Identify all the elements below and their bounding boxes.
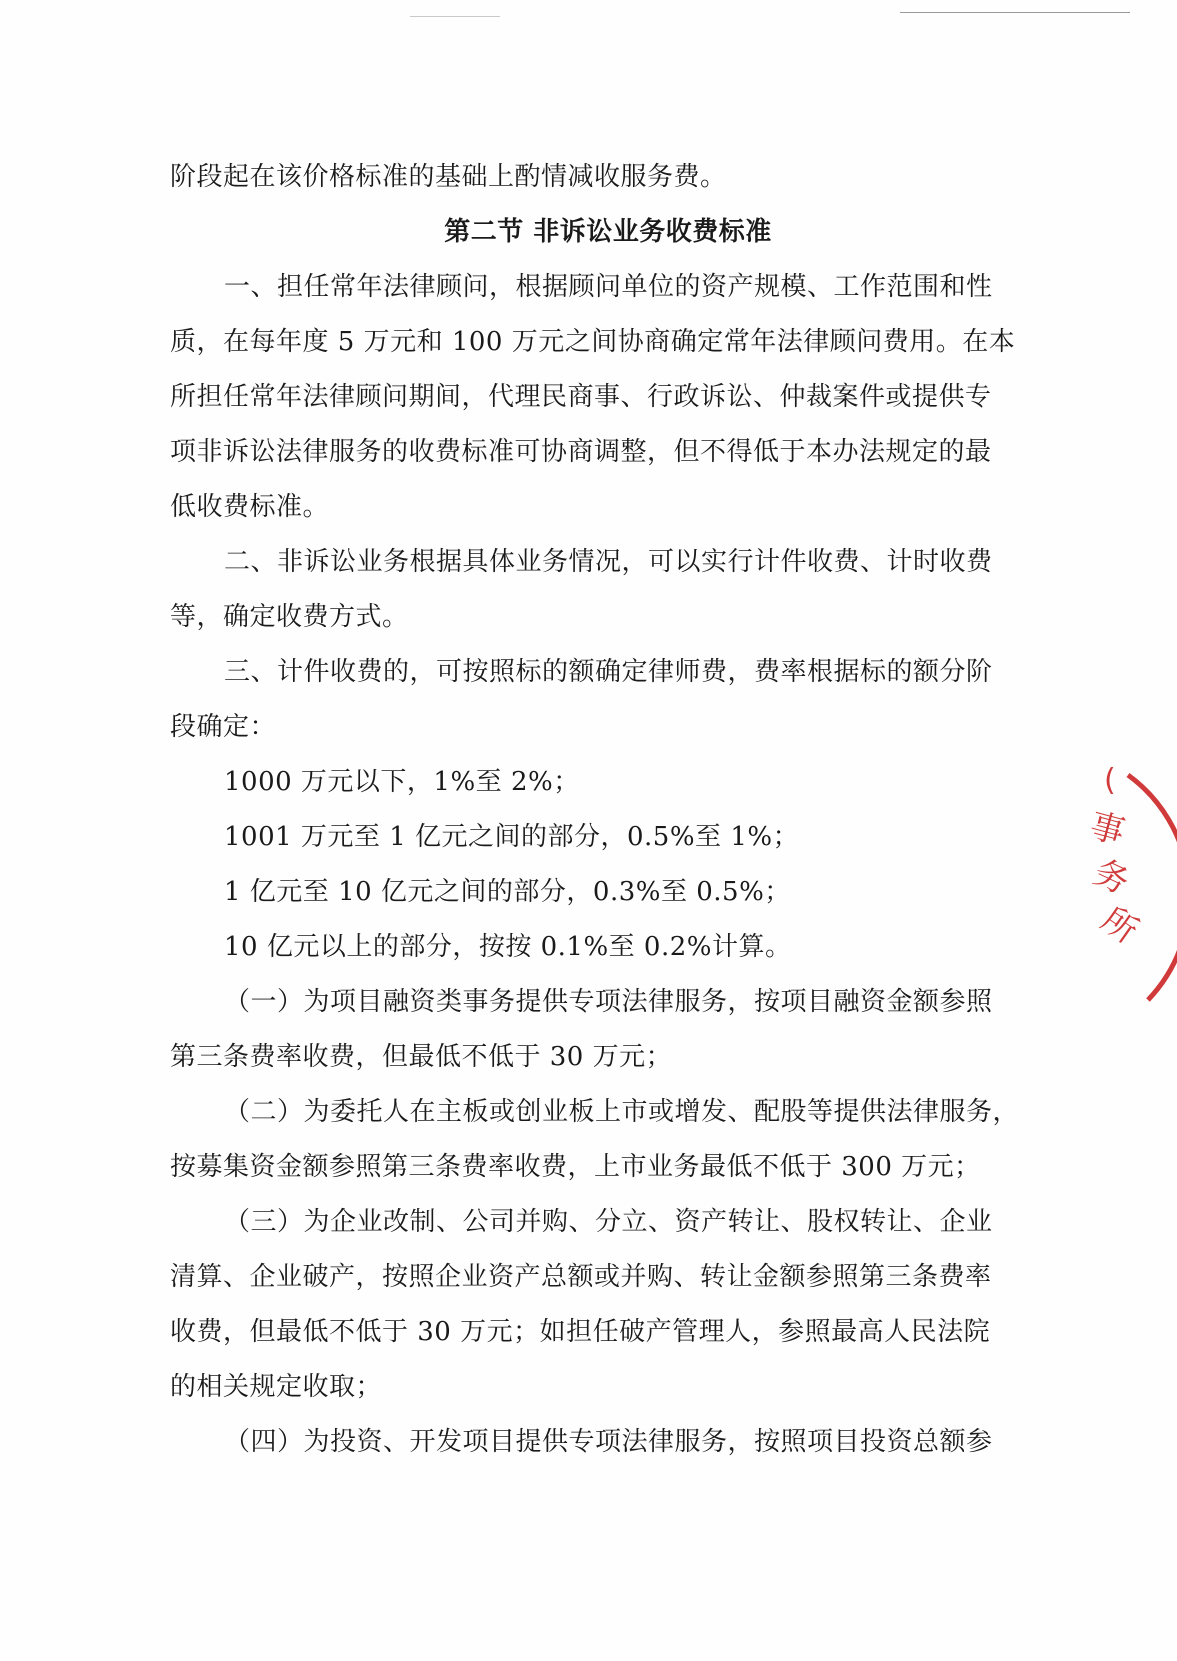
scan-artifact: [410, 16, 500, 17]
seal-character: 事: [1085, 805, 1129, 854]
paragraph-line: 段确定：: [170, 712, 277, 742]
document-body: [170, 150, 1020, 1470]
seal-stamp-icon: [1085, 763, 1177, 1010]
paragraph-line: 等，确定收费方式。: [170, 602, 409, 632]
seal-character: 所: [1093, 899, 1145, 952]
paragraph-line: 收费，但最低不低于 30 万元；如担任破产管理人，参照最高人民法院: [170, 1317, 991, 1347]
paragraph-line: 三、计件收费的，可按照标的额确定律师费，费率根据标的额分阶: [224, 657, 993, 687]
rate-line: 1 亿元至 10 亿元之间的部分，0.3%至 0.5%；: [224, 877, 791, 907]
paragraph-line: 所担任常年法律顾问期间，代理民商事、行政诉讼、仲裁案件或提供专: [170, 382, 992, 412]
paragraph-line: 阶段起在该价格标准的基础上酌情减收服务费。: [170, 162, 727, 192]
paragraph-line: 项非诉讼法律服务的收费标准可协商调整，但不得低于本办法规定的最: [170, 437, 992, 467]
section-heading: 第二节 非诉讼业务收费标准: [444, 217, 772, 247]
rate-line: 1001 万元至 1 亿元之间的部分，0.5%至 1%；: [224, 822, 800, 852]
paragraph-line: 第三条费率收费，但最低不低于 30 万元；: [170, 1042, 673, 1072]
paragraph-line: （二）为委托人在主板或创业板上市或增发、配股等提供法律服务，: [224, 1097, 1020, 1127]
paragraph-line: 二、非诉讼业务根据具体业务情况，可以实行计件收费、计时收费: [224, 547, 993, 577]
paragraph-line: 低收费标准。: [170, 492, 330, 522]
paragraph-line: 质，在每年度 5 万元和 100 万元之间协商确定常年法律顾问费用。在本: [170, 327, 1016, 357]
paragraph-line: （一）为项目融资类事务提供专项法律服务，按项目融资金额参照: [224, 987, 993, 1017]
seal-character: 务: [1087, 852, 1136, 903]
seal-ring: [1128, 775, 1177, 1000]
paragraph-line: 一、担任常年法律顾问，根据顾问单位的资产规模、工作范围和性: [224, 272, 993, 302]
scan-artifact: [900, 12, 1130, 13]
paragraph-line: （三）为企业改制、公司并购、分立、资产转让、股权转让、企业: [224, 1207, 993, 1237]
rate-line: 10 亿元以上的部分，按按 0.1%至 0.2%计算。: [224, 932, 792, 962]
paragraph-line: （四）为投资、开发项目提供专项法律服务，按照项目投资总额参: [224, 1427, 993, 1457]
seal-text-fragment: (: [1104, 763, 1116, 798]
paragraph-line: 的相关规定收取；: [170, 1372, 383, 1402]
paragraph-line: 清算、企业破产，按照企业资产总额或并购、转让金额参照第三条费率: [170, 1262, 992, 1292]
paragraph-line: 按募集资金额参照第三条费率收费，上市业务最低不低于 300 万元；: [170, 1152, 981, 1182]
rate-line: 1000 万元以下，1%至 2%；: [224, 767, 580, 797]
